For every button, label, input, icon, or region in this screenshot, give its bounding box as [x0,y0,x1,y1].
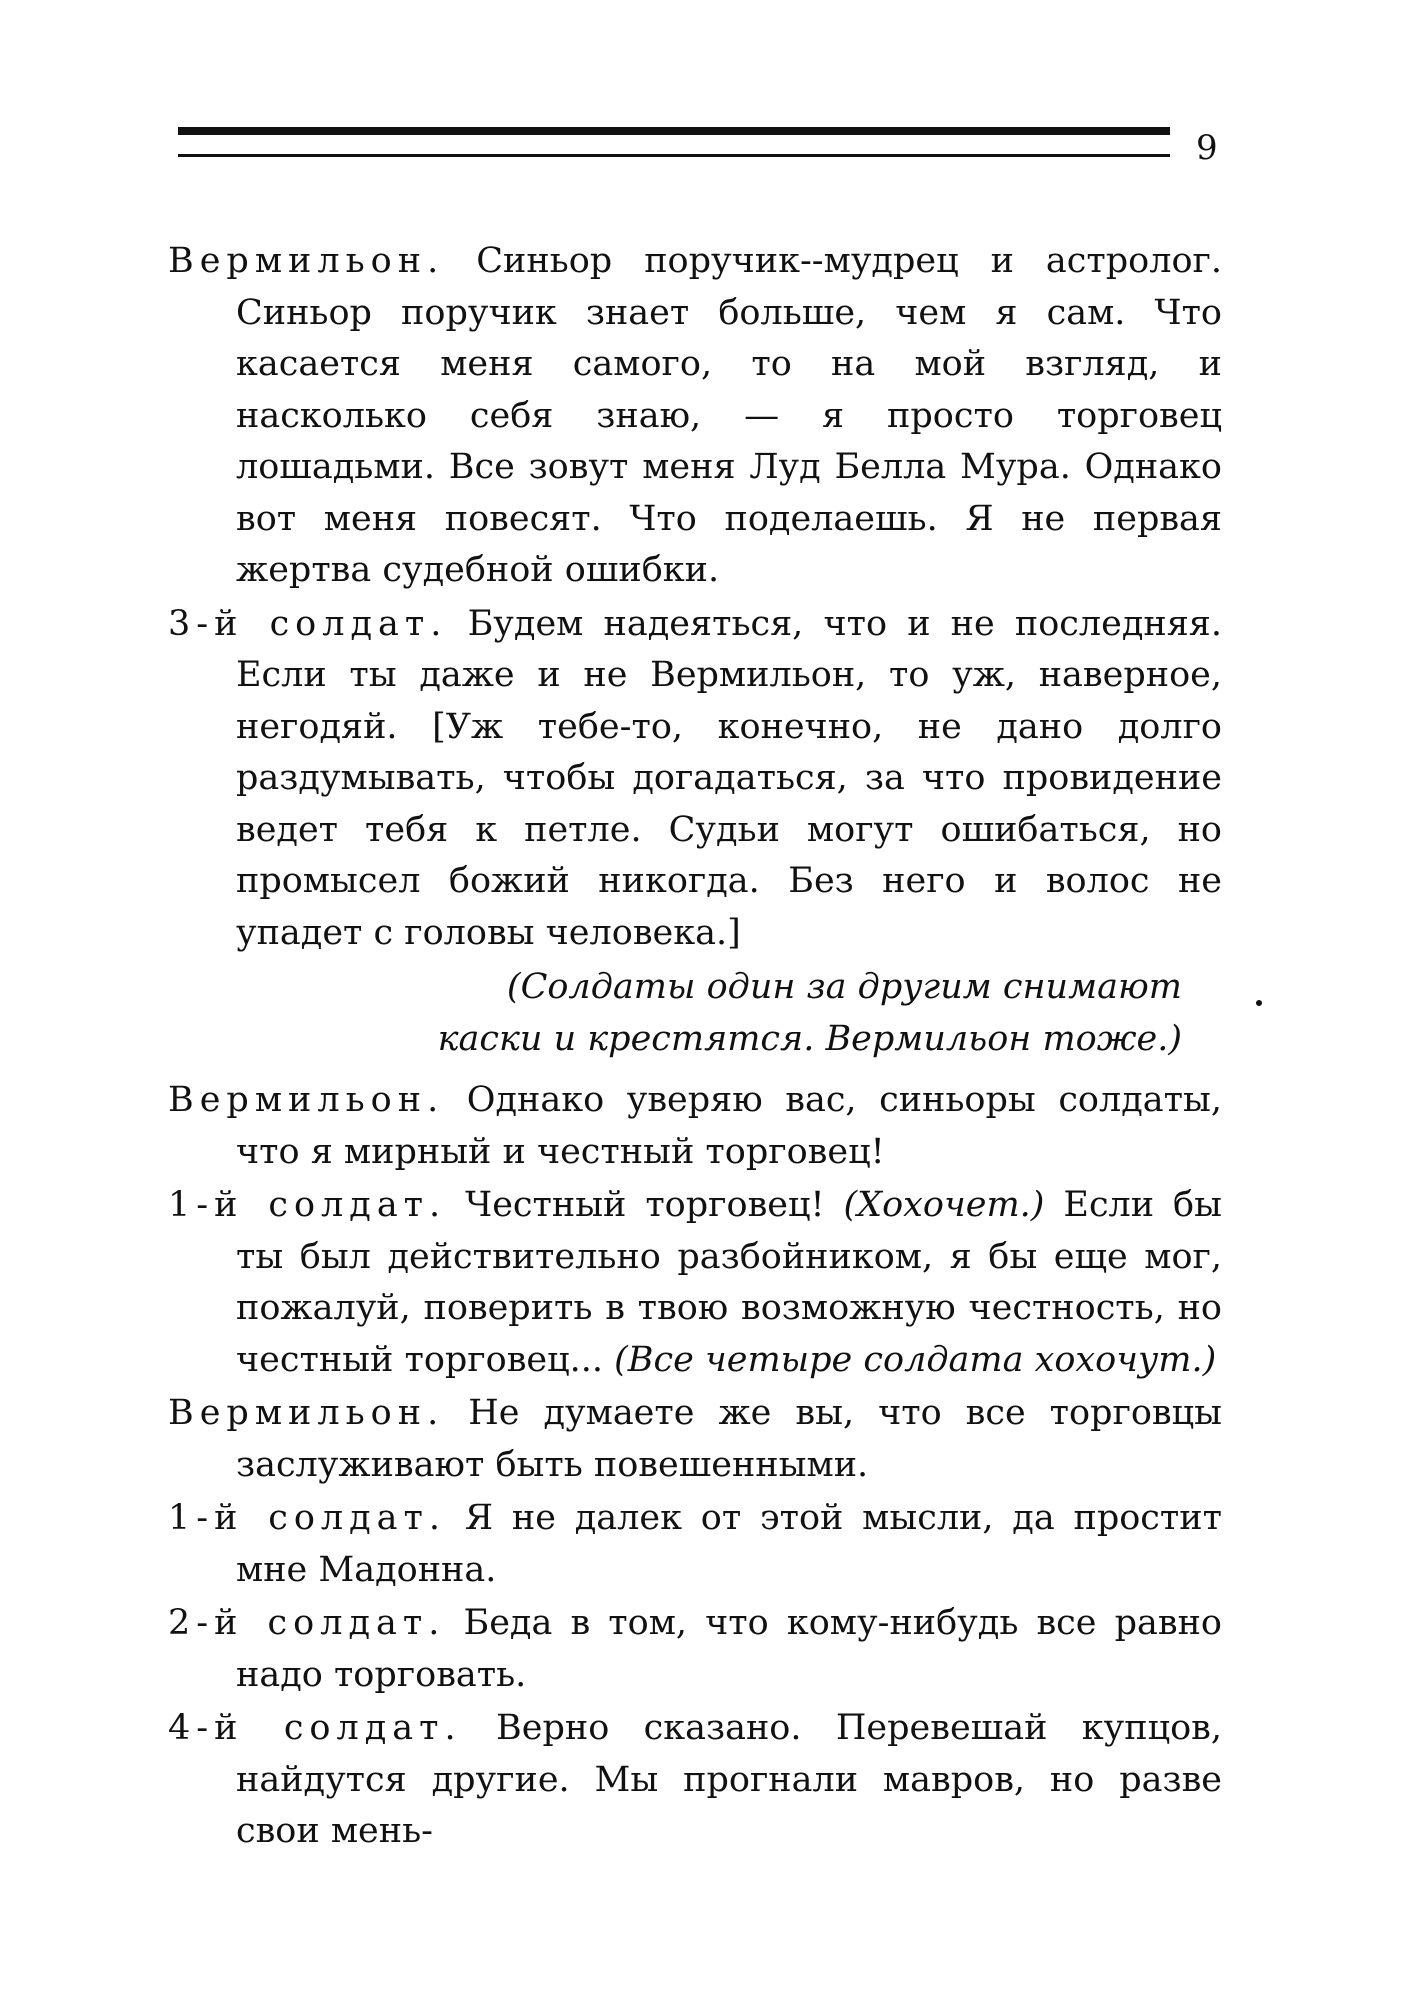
speech-soldier-4 [168,1703,1222,1858]
speech-vermilion-1 [168,236,1222,597]
speech-soldier-2 [168,1598,1222,1701]
speech-soldier-3 [168,599,1222,960]
speech-text: Верно сказано. Перевешай купцов, найдутся другие. Мы прогнали мавров, но разве свои мень- [236,1708,1222,1851]
speaker-name: 1-й солдат. [168,1185,447,1225]
page-number: 9 [1196,128,1218,168]
stage-direction-line-2: каски и крестятся. Вермильон тоже.) [437,1019,1182,1059]
play-text [168,236,1222,1860]
speaker-name: 2-й солдат. [168,1603,446,1643]
speech-text: Беда в том, что кому-нибудь все равно надо торговать. [236,1603,1222,1695]
stage-direction-line-1: (Солдаты один за другим снимают [506,967,1182,1007]
header-rule-thin [178,154,1170,157]
speech-text: Синьор поручик--мудрец и астролог. Синьор поручик знает больше, чем я сам. Что касается меня самого, то на мой взгляд, и насколько себя знаю, — я просто торговец лошадьми. Все зовут меня Луд Белла Мура. Однако вот меня повесят. Что поделаешь. Я не первая жертва судебной ошибки. [236,241,1222,590]
speech-soldier-1-b [168,1493,1222,1596]
speaker-name: Вермильон. [168,1080,445,1120]
inline-stage-direction: (Хохочет.) [843,1185,1045,1225]
speaker-name: 4-й солдат. [168,1708,462,1748]
speech-vermilion-2 [168,1075,1222,1178]
inline-stage-direction: (Все четыре солдата хохочут.) [614,1339,1217,1380]
speech-text: Однако уверяю вас, синьоры солдаты, что я мирный и честный торговец! [236,1080,1222,1172]
margin-mark [1256,1000,1262,1006]
stage-direction [168,961,1182,1065]
speaker-name: Вермильон. [168,1393,445,1433]
speech-soldier-1 [168,1180,1222,1386]
speaker-name: Вермильон. [168,241,445,281]
speaker-name: 3-й солдат. [168,603,448,644]
speech-text: Будем надеяться, что и не последняя. Если ты даже и не Вермильон, то уж, наверное, негодяй. [Уж тебе-то, конечно, не дано долго раздумывать, чтобы догадаться, за что провидение ведет тебя к петле. Судьи могут ошибаться, но промысел божий никогда. Без него и волос не упадет с головы человека.] [236,603,1222,953]
speaker-name: 1-й солдат. [168,1498,447,1538]
speech-text: Если бы ты был действительно разбойником, я бы еще мог, пожалуй, поверить в твою возможную честность, но честный торговец... [236,1185,1222,1380]
speech-text: Не думаете же вы, что все торговцы заслуживают быть повешенными. [236,1393,1222,1485]
header-rule-thick [178,127,1170,135]
speech-text: Честный торговец! [465,1185,825,1225]
speech-vermilion-3 [168,1388,1222,1491]
speech-text: Я не далек от этой мысли, да простит мне Мадонна. [236,1498,1222,1590]
